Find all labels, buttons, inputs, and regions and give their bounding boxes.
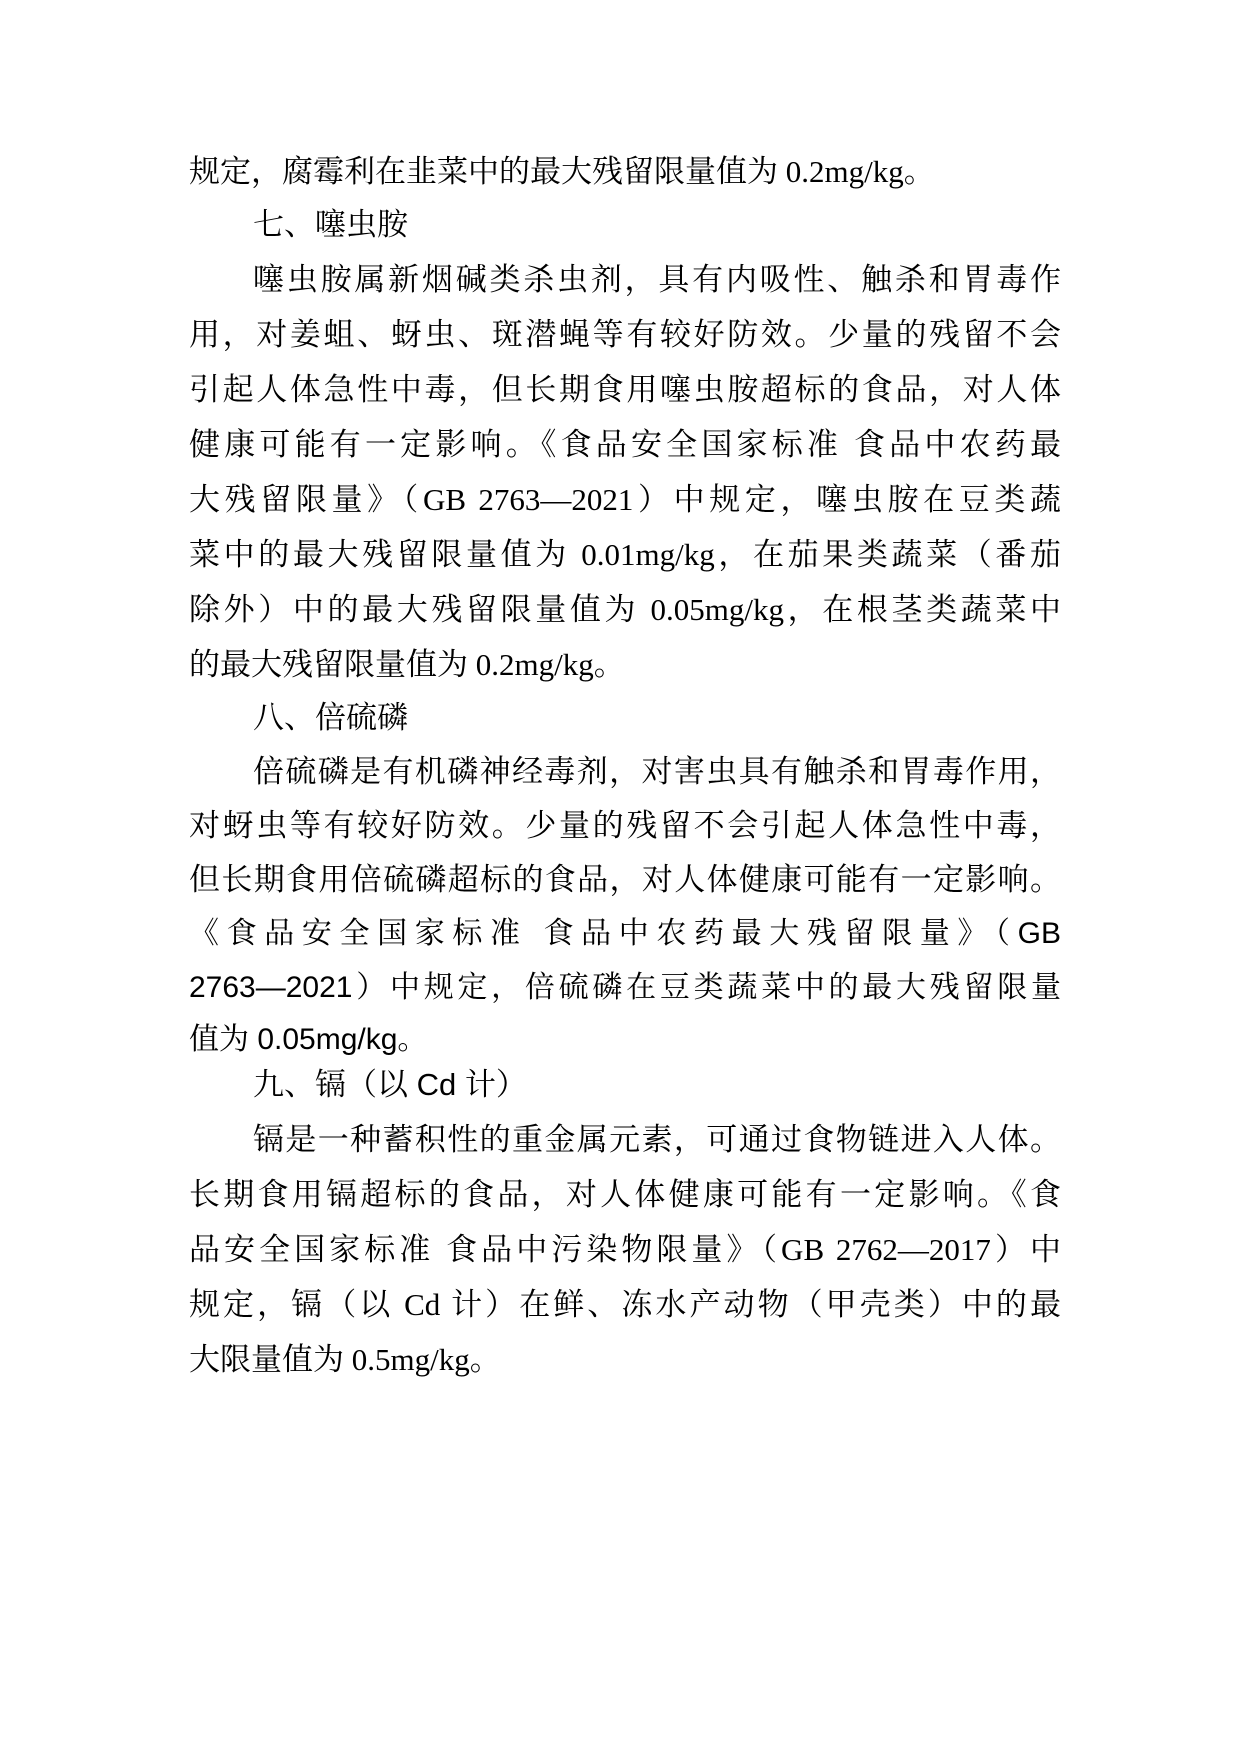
paragraph-line: 大限量值为 0.5mg/kg。	[189, 1342, 501, 1377]
paragraph-line: 用，对姜蛆、蚜虫、斑潜蝇等有较好防效。少量的残留不会	[189, 317, 1061, 352]
paragraph-line: 噻虫胺属新烟碱类杀虫剂，具有内吸性、触杀和胃毒作	[253, 262, 1061, 297]
paragraph-line: 菜中的最大残留限量值为 0.01mg/kg，在茄果类蔬菜（番茄	[189, 537, 1061, 572]
paragraph-line: 品安全国家标准 食品中污染物限量》（GB 2762—2017）中	[189, 1232, 1061, 1267]
section-heading-fenthion: 八、倍硫磷	[253, 700, 408, 735]
paragraph-line: 《食品安全国家标准 食品中农药最大残留限量》（GB	[189, 917, 1061, 950]
paragraph-line: 值为 0.05mg/kg。	[189, 1023, 428, 1056]
paragraph-line: 倍硫磷是有机磷神经毒剂，对害虫具有触杀和胃毒作用，	[253, 754, 1061, 789]
paragraph-line: 镉是一种蓄积性的重金属元素，可通过食物链进入人体。	[253, 1122, 1061, 1157]
section-heading-cadmium: 九、镉（以 Cd 计）	[253, 1067, 527, 1102]
section-heading-thiamethoxam-clothianidin: 七、噻虫胺	[253, 207, 408, 242]
paragraph-line: 健康可能有一定影响。《食品安全国家标准 食品中农药最	[189, 427, 1061, 462]
paragraph-line: 引起人体急性中毒，但长期食用噻虫胺超标的食品，对人体	[189, 372, 1061, 407]
paragraph-line: 长期食用镉超标的食品，对人体健康可能有一定影响。《食	[189, 1177, 1061, 1212]
paragraph-line: 除外）中的最大残留限量值为 0.05mg/kg，在根茎类蔬菜中	[189, 592, 1061, 627]
paragraph-line: 规定，镉（以 Cd 计）在鲜、冻水产动物（甲壳类）中的最	[189, 1287, 1061, 1322]
paragraph-line: 的最大残留限量值为 0.2mg/kg。	[189, 647, 625, 682]
paragraph-line: 大残留限量》（GB 2763—2021）中规定，噻虫胺在豆类蔬	[189, 482, 1061, 517]
paragraph-line: 对蚜虫等有较好防效。少量的残留不会引起人体急性中毒，	[189, 808, 1061, 843]
section-continuation-line: 规定，腐霉利在韭菜中的最大残留限量值为 0.2mg/kg。	[189, 154, 935, 189]
paragraph-line: 2763—2021）中规定，倍硫磷在豆类蔬菜中的最大残留限量	[189, 971, 1061, 1004]
paragraph-line: 但长期食用倍硫磷超标的食品，对人体健康可能有一定影响。	[189, 862, 1061, 897]
